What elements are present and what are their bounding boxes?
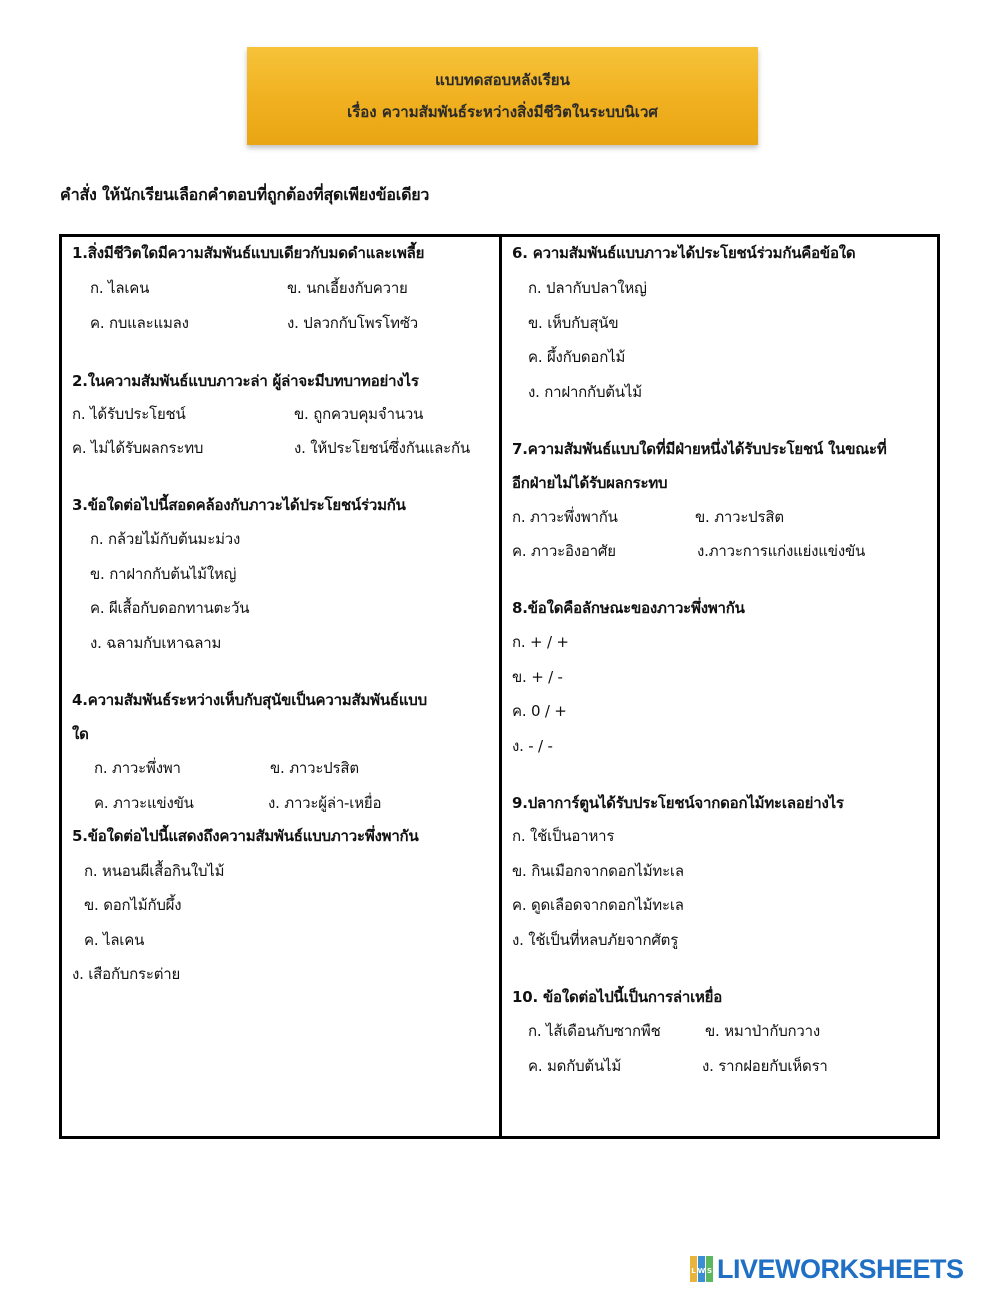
q4-option-c[interactable]: ค. ภาวะแข่งขัน bbox=[94, 794, 194, 812]
q5-option-c[interactable]: ค. ไลเคน bbox=[84, 931, 145, 949]
lws-logo-icon bbox=[690, 1256, 714, 1282]
q4-option-a[interactable]: ก. ภาวะพึ่งพา bbox=[94, 759, 181, 777]
q1-option-b[interactable]: ข. นกเอี้ยงกับควาย bbox=[287, 279, 408, 297]
question-4-line-1: 4.ความสัมพันธ์ระหว่างเห็บกับสุนัขเป็นความสัมพันธ์แบบ bbox=[72, 691, 427, 709]
question-4-line-2: ใด bbox=[72, 725, 89, 743]
question-6: 6. ความสัมพันธ์แบบภาวะได้ประโยชน์ร่วมกันคือข้อใด bbox=[512, 244, 856, 262]
question-7-line-2: อีกฝ่ายไม่ได้รับผลกระทบ bbox=[512, 474, 668, 492]
question-5: 5.ข้อใดต่อไปนี้แสดงถึงความสัมพันธ์แบบภาวะพึ่งพากัน bbox=[72, 827, 419, 845]
question-8: 8.ข้อใดคือลักษณะของภาวะพึ่งพากัน bbox=[512, 599, 745, 617]
title-banner bbox=[247, 47, 758, 145]
q2-option-d[interactable]: ง. ให้ประโยชน์ซึ่งกันและกัน bbox=[294, 439, 470, 457]
q7-option-d[interactable]: ง.ภาวะการแก่งแย่งแข่งขัน bbox=[697, 542, 866, 560]
column-divider bbox=[499, 237, 502, 1136]
q10-option-c[interactable]: ค. มดกับต้นไม้ bbox=[528, 1057, 622, 1075]
title-line-1: แบบทดสอบหลังเรียน bbox=[435, 71, 570, 89]
q2-option-a[interactable]: ก. ได้รับประโยชน์ bbox=[72, 405, 186, 423]
q10-option-d[interactable]: ง. รากฝอยกับเห็ดรา bbox=[702, 1057, 828, 1075]
question-10: 10. ข้อใดต่อไปนี้เป็นการล่าเหยื่อ bbox=[512, 988, 723, 1006]
question-2: 2.ในความสัมพันธ์แบบภาวะล่า ผู้ล่าจะมีบทบาทอย่างไร bbox=[72, 372, 419, 390]
svg-text:W: W bbox=[697, 1267, 706, 1275]
q2-option-b[interactable]: ข. ถูกควบคุมจำนวน bbox=[294, 405, 424, 423]
q5-option-a[interactable]: ก. หนอนผีเสื้อกินใบไม้ bbox=[84, 862, 225, 880]
q5-option-d[interactable]: ง. เสือกับกระต่าย bbox=[72, 965, 181, 983]
q3-option-b[interactable]: ข. กาฝากกับต้นไม้ใหญ่ bbox=[90, 565, 237, 583]
question-3: 3.ข้อใดต่อไปนี้สอดคล้องกับภาวะได้ประโยชน์ร่วมกัน bbox=[72, 496, 406, 514]
title-line-2: เรื่อง ความสัมพันธ์ระหว่างสิ่งมีชีวิตในระบบนิเวศ bbox=[347, 103, 658, 121]
q9-option-a[interactable]: ก. ใช้เป็นอาหาร bbox=[512, 827, 615, 845]
q3-option-c[interactable]: ค. ผีเสื้อกับดอกทานตะวัน bbox=[90, 599, 250, 617]
q1-option-a[interactable]: ก. ไลเคน bbox=[90, 279, 150, 297]
liveworksheets-logo[interactable] bbox=[690, 1253, 964, 1285]
question-1: 1.สิ่งมีชีวิตใดมีความสัมพันธ์แบบเดียวกับมดดำและเพลี้ย bbox=[72, 244, 425, 262]
svg-text:S: S bbox=[706, 1267, 713, 1275]
q6-option-c[interactable]: ค. ผึ้งกับดอกไม้ bbox=[528, 348, 626, 366]
q6-option-a[interactable]: ก. ปลากับปลาใหญ่ bbox=[528, 279, 647, 297]
q7-option-c[interactable]: ค. ภาวะอิงอาศัย bbox=[512, 542, 616, 560]
q7-option-b[interactable]: ข. ภาวะปรสิต bbox=[695, 508, 784, 526]
brand-name: LIVEWORKSHEETS bbox=[717, 1253, 964, 1284]
svg-text:L: L bbox=[691, 1267, 696, 1275]
q4-option-d[interactable]: ง. ภาวะผู้ล่า-เหยื่อ bbox=[268, 794, 382, 812]
q9-option-d[interactable]: ง. ใช้เป็นที่หลบภัยจากศัตรู bbox=[512, 931, 679, 949]
q3-option-d[interactable]: ง. ฉลามกับเหาฉลาม bbox=[90, 634, 222, 652]
q8-option-b[interactable]: ข. + / - bbox=[512, 668, 563, 686]
q8-option-c[interactable]: ค. 0 / + bbox=[512, 702, 567, 720]
q9-option-b[interactable]: ข. กินเมือกจากดอกไม้ทะเล bbox=[512, 862, 684, 880]
q3-option-a[interactable]: ก. กล้วยไม้กับต้นมะม่วง bbox=[90, 530, 241, 548]
q1-option-c[interactable]: ค. กบและแมลง bbox=[90, 314, 189, 332]
q2-option-c[interactable]: ค. ไม่ได้รับผลกระทบ bbox=[72, 439, 204, 457]
questions-table bbox=[59, 234, 940, 1139]
q8-option-a[interactable]: ก. + / + bbox=[512, 633, 569, 651]
q6-option-d[interactable]: ง. กาฝากกับต้นไม้ bbox=[528, 383, 642, 401]
q8-option-d[interactable]: ง. - / - bbox=[512, 737, 553, 755]
q10-option-a[interactable]: ก. ไส้เดือนกับซากพืช bbox=[528, 1022, 661, 1040]
q9-option-c[interactable]: ค. ดูดเลือดจากดอกไม้ทะเล bbox=[512, 896, 684, 914]
q4-option-b[interactable]: ข. ภาวะปรสิต bbox=[270, 759, 359, 777]
q10-option-b[interactable]: ข. หมาป่ากับกวาง bbox=[705, 1022, 820, 1040]
q7-option-a[interactable]: ก. ภาวะพึ่งพากัน bbox=[512, 508, 618, 526]
q5-option-b[interactable]: ข. ดอกไม้กับผึ้ง bbox=[84, 896, 182, 914]
q1-option-d[interactable]: ง. ปลวกกับโพรโทซัว bbox=[287, 314, 419, 332]
instruction-text: คำสั่ง ให้นักเรียนเลือกคำตอบที่ถูกต้องที่สุดเพียงข้อเดียว bbox=[60, 185, 430, 204]
question-9: 9.ปลาการ์ตูนได้รับประโยชน์จากดอกไม้ทะเลอย่างไร bbox=[512, 794, 844, 812]
q6-option-b[interactable]: ข. เห็บกับสุนัข bbox=[528, 314, 619, 332]
question-7-line-1: 7.ความสัมพันธ์แบบใดที่มีฝ่ายหนึ่งได้รับประโยชน์ ในขณะที่ bbox=[512, 440, 887, 458]
